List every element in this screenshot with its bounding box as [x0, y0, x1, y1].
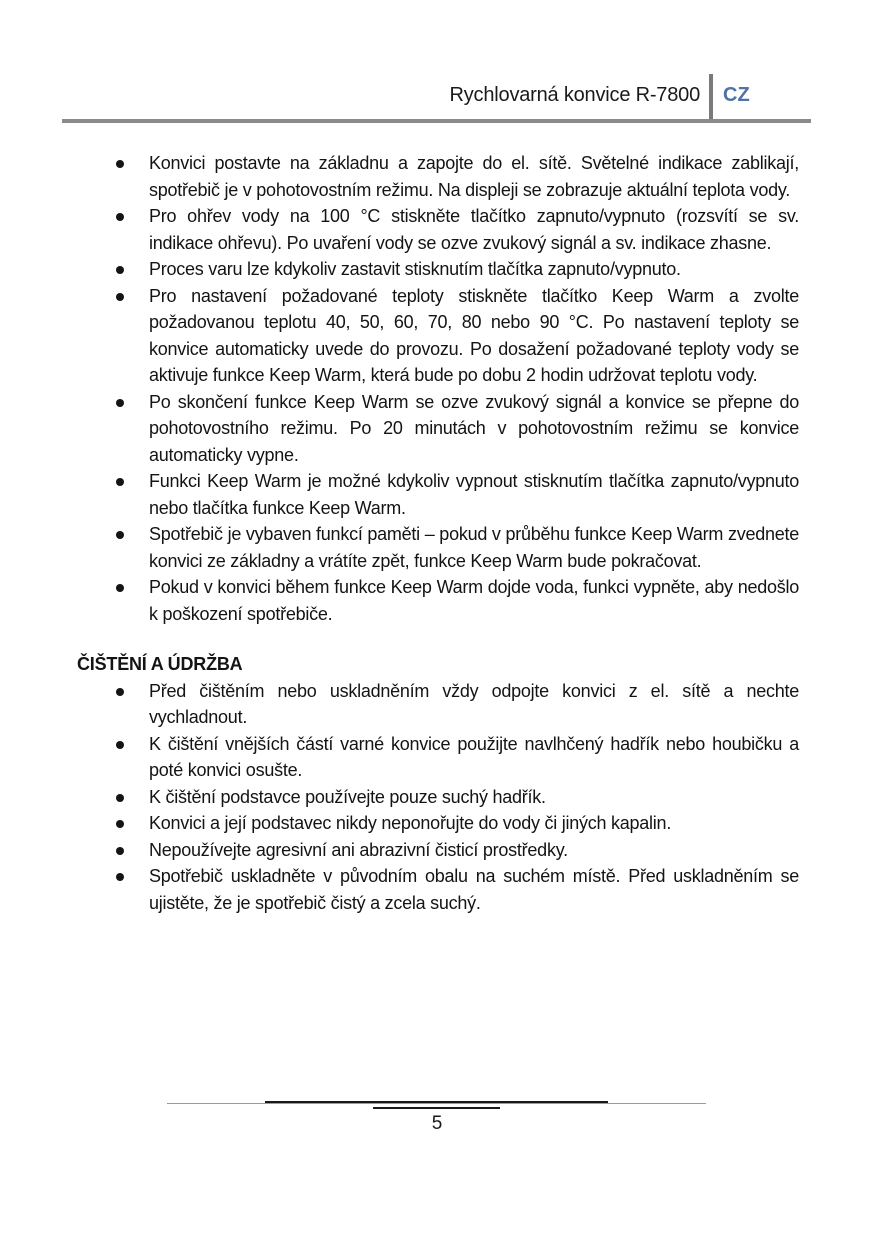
page-number: 5 — [431, 1113, 443, 1134]
header-rule — [62, 119, 811, 123]
list-item — [149, 389, 799, 469]
list-item — [149, 678, 799, 731]
bullet-icon — [116, 399, 124, 407]
list-item — [149, 863, 799, 916]
list-item-text: Proces varu lze kdykoliv zastavit stisknutím tlačítka zapnuto/vypnuto. — [149, 259, 681, 279]
footer-rule-wide — [265, 1101, 608, 1103]
list-item-text: Před čištěním nebo uskladněním vždy odpojte konvici z el. sítě a nechte vychladnout. — [149, 680, 799, 727]
cleaning-list — [0, 678, 874, 917]
section-heading-cleaning: ČIŠTĚNÍ A ÚDRŽBA — [77, 654, 243, 674]
list-item — [149, 283, 799, 389]
footer-rule-short — [373, 1107, 500, 1109]
bullet-icon — [116, 213, 124, 221]
bullet-icon — [116, 820, 124, 828]
bullet-icon — [116, 160, 124, 168]
list-item-text: K čištění vnějších částí varné konvice použijte navlhčený hadřík nebo houbičku a poté konvici osušte. — [149, 733, 799, 780]
list-item-text: Nepoužívejte agresivní ani abrazivní čisticí prostředky. — [149, 839, 568, 860]
list-item-text: Pokud v konvici během funkce Keep Warm dojde voda, funkci vypněte, aby nedošlo k poškození spotřebiče. — [149, 577, 799, 624]
list-item — [149, 837, 799, 864]
list-item-text: Spotřebič uskladněte v původním obalu na suchém místě. Před uskladněním se ujistěte, že je spotřebič čistý a zcela suchý. — [149, 866, 799, 913]
page-content — [0, 150, 874, 916]
list-item-text: Konvici a její podstavec nikdy neponořujte do vody či jiných kapalin. — [149, 813, 672, 833]
bullet-icon — [116, 741, 124, 749]
header-separator — [709, 74, 713, 120]
list-item-text: Pro nastavení požadované teploty stiskněte tlačítko Keep Warm a zvolte požadovanou teplotu 40, 50, 60, 70, 80 nebo 90 °C. Po nastavení teploty se konvice automaticky uvede do provozu. Po dosažení požadované teploty vody se aktivuje funkce Keep Warm, která bude po dobu 2 hodin udržovat teplotu vody. — [149, 285, 799, 385]
bullet-icon — [116, 531, 124, 539]
list-item — [149, 731, 799, 784]
list-item — [149, 150, 799, 203]
list-item — [149, 521, 799, 574]
list-item — [149, 468, 799, 521]
bullet-icon — [116, 847, 124, 855]
bullet-icon — [116, 584, 124, 592]
bullet-icon — [116, 688, 124, 696]
bullet-icon — [116, 293, 124, 301]
list-item-text: Pro ohřev vody na 100 °C stiskněte tlačítko zapnuto/vypnuto (rozsvítí se sv. indikace ohřevu). Po uvaření vody se ozve zvukový signál a sv. indikace zhasne. — [149, 206, 799, 253]
list-item — [149, 256, 799, 283]
bullet-icon — [116, 873, 124, 881]
bullet-icon — [116, 478, 124, 486]
bullet-icon — [116, 266, 124, 274]
footer-rule-thin — [167, 1103, 706, 1104]
list-item-text: Po skončení funkce Keep Warm se ozve zvukový signál a konvice se přepne do pohotovostního režimu. Po 20 minutách v pohotovostním režimu se konvice automaticky vypne. — [149, 391, 799, 465]
document-title: Rychlovarná konvice R-7800 — [449, 84, 700, 106]
list-item-text: Konvici postavte na základnu a zapojte do el. sítě. Světelné indikace zablikají, spotřebič je v pohotovostním režimu. Na displeji se zobrazuje aktuální teplota vody. — [149, 153, 799, 200]
list-item-text: K čištění podstavce používejte pouze suchý hadřík. — [149, 786, 546, 807]
list-item — [149, 810, 799, 837]
bullet-icon — [116, 794, 124, 802]
list-item — [149, 203, 799, 256]
language-code: CZ — [723, 84, 750, 106]
list-item — [149, 784, 799, 811]
list-item-text: Spotřebič je vybaven funkcí paměti – pokud v průběhu funkce Keep Warm zvednete konvici ze základny a vrátíte zpět, funkce Keep Warm bude pokračovat. — [149, 524, 799, 571]
list-item-text: Funkci Keep Warm je možné kdykoliv vypnout stisknutím tlačítka zapnuto/vypnuto nebo tlačítka funkce Keep Warm. — [149, 471, 799, 518]
usage-list — [0, 150, 874, 627]
list-item — [149, 574, 799, 627]
